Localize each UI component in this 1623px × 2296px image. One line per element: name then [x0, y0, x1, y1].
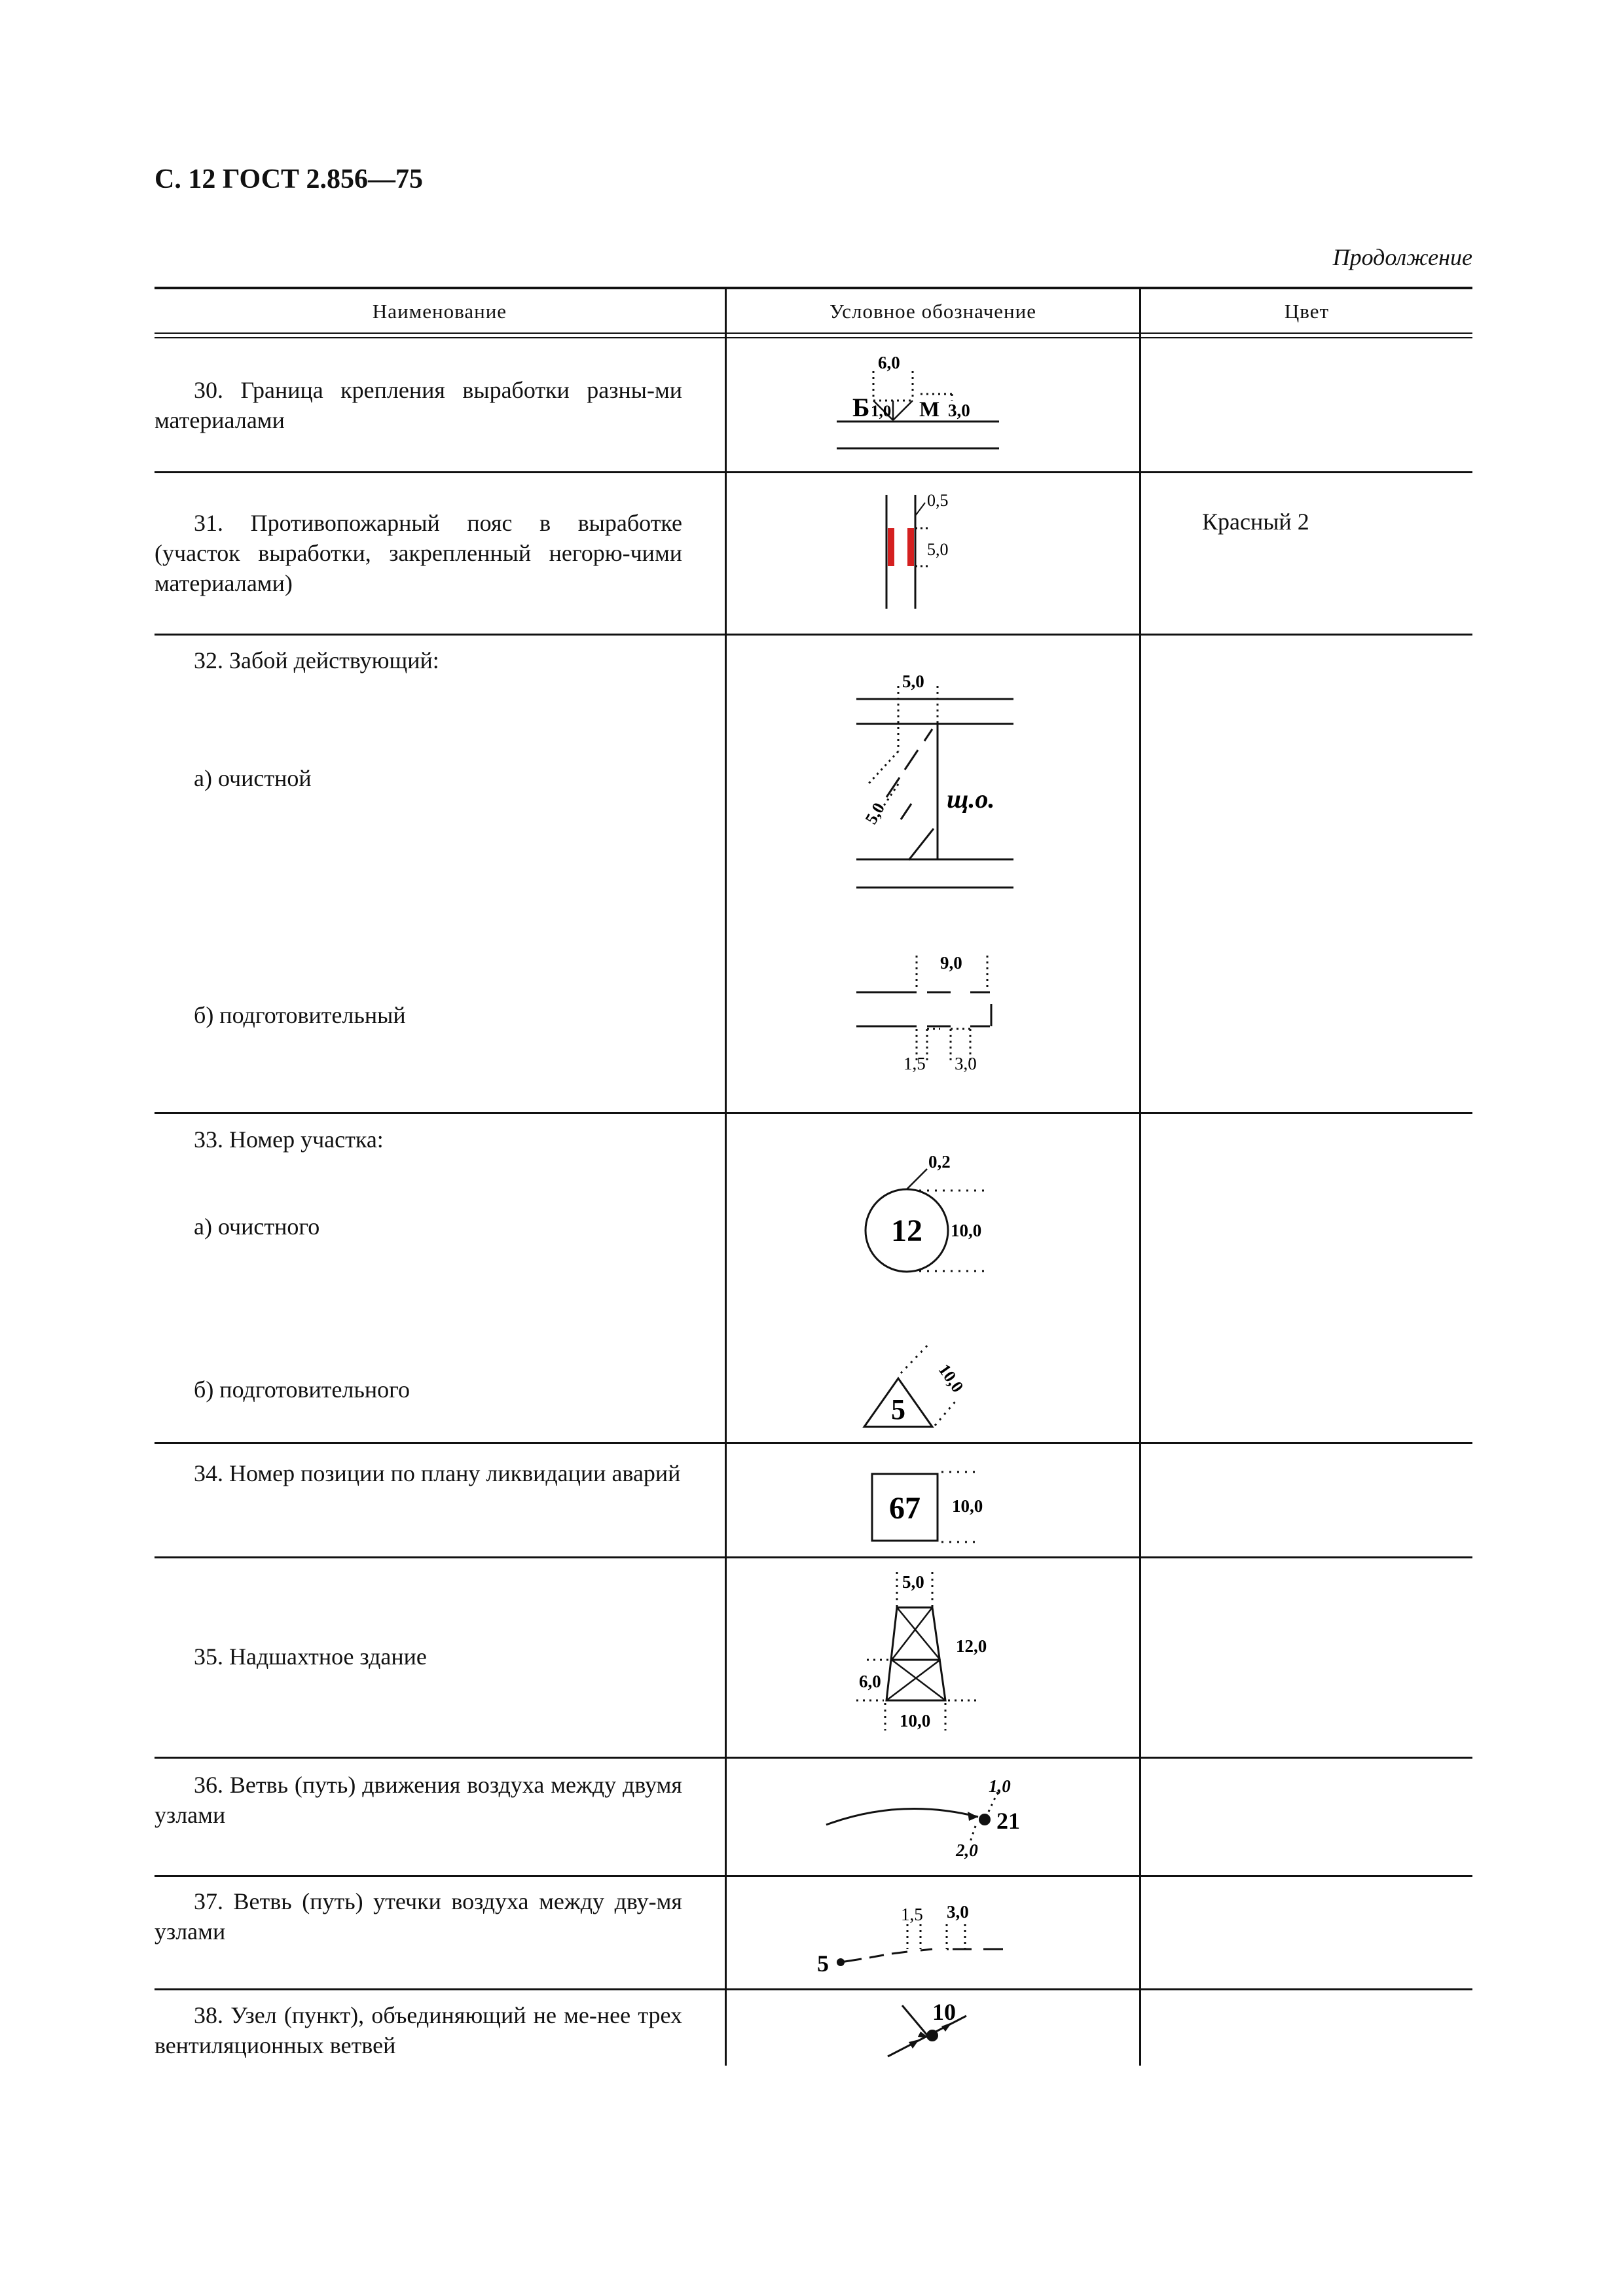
row-separator [155, 634, 1472, 636]
svg-text:0,2: 0,2 [928, 1152, 951, 1172]
svg-text:21: 21 [996, 1808, 1020, 1834]
svg-text:5: 5 [817, 1950, 829, 1977]
svg-text:3,0: 3,0 [947, 1902, 969, 1922]
svg-text:67: 67 [889, 1491, 921, 1526]
row-36-name: 36. Ветвь (путь) движения воздуха между двумя узлами [155, 1772, 682, 1828]
row-30-name: 30. Граница крепления выработки разны-ми материалами [155, 377, 682, 433]
svg-text:12: 12 [891, 1213, 922, 1248]
svg-text:10,0: 10,0 [934, 1360, 968, 1396]
svg-text:1,5: 1,5 [903, 1054, 926, 1073]
row-33-name: 33. Номер участка: [194, 1126, 384, 1153]
header-rule [155, 332, 1472, 334]
header-rule [155, 337, 1472, 338]
svg-text:6,0: 6,0 [859, 1672, 881, 1691]
row-33a-label: а) очистного [194, 1213, 320, 1240]
page-header: С. 12 ГОСТ 2.856—75 [155, 164, 424, 194]
svg-text:5,0: 5,0 [927, 540, 949, 559]
row-37-symbol [816, 1885, 1038, 1990]
row-36-symbol [822, 1766, 1038, 1871]
row-separator [155, 1112, 1472, 1114]
row-38-name: 38. Узел (пункт), объединяющий не ме-нее трех вентиляционных ветвей [155, 2002, 682, 2058]
svg-text:5: 5 [891, 1393, 905, 1426]
svg-text:щ.о.: щ.о. [947, 784, 995, 814]
row-33a-symbol [862, 1144, 1032, 1275]
row-32a-label: а) очистной [194, 765, 312, 791]
row-separator [155, 1442, 1472, 1444]
continuation-label: Продолжение [1332, 244, 1472, 270]
column-header-color: Цвет [1284, 300, 1330, 323]
row-32a-symbol [835, 666, 1032, 863]
row-33b-label: б) подготовительного [194, 1376, 410, 1403]
row-38-symbol [881, 1994, 1012, 2066]
row-32b-label: б) подготовительный [194, 1002, 406, 1028]
svg-text:10,0: 10,0 [900, 1711, 931, 1731]
svg-text:Б: Б [852, 393, 870, 422]
row-separator [155, 471, 1472, 473]
svg-text:12,0: 12,0 [956, 1636, 987, 1656]
svg-text:9,0: 9,0 [940, 953, 962, 973]
svg-text:1,0: 1,0 [989, 1776, 1011, 1796]
svg-text:0,5: 0,5 [927, 491, 949, 510]
row-34-name: 34. Номер позиции по плану ликвидации аварий [194, 1460, 681, 1486]
row-30-symbol [835, 351, 1032, 469]
row-separator [155, 1875, 1472, 1877]
row-32-name: 32. Забой действующий: [194, 647, 439, 673]
row-35-name: 35. Надшахтное здание [194, 1643, 427, 1670]
svg-text:3,0: 3,0 [948, 401, 970, 420]
row-31-symbol [868, 483, 999, 640]
symbols-table [155, 287, 1472, 2066]
svg-text:3,0: 3,0 [955, 1054, 977, 1073]
row-32b-symbol [835, 948, 1032, 1079]
row-separator [155, 1556, 1472, 1558]
svg-text:5,0: 5,0 [861, 799, 889, 828]
row-35-symbol [848, 1570, 1045, 1740]
column-separator [1139, 287, 1141, 2066]
row-34-symbol [868, 1457, 1025, 1555]
row-33b-symbol [862, 1314, 1032, 1445]
svg-text:10: 10 [932, 1999, 956, 2025]
svg-text:5,0: 5,0 [902, 1572, 924, 1592]
row-separator [155, 1757, 1472, 1759]
row-31-name: 31. Противопожарный пояс в выработке (участок выработки, закрепленный негорю-чими материалами) [155, 510, 682, 596]
svg-text:М: М [919, 398, 940, 422]
column-header-symbol: Условное обозначение [830, 300, 1036, 323]
column-separator [725, 287, 727, 2066]
svg-text:5,0: 5,0 [902, 672, 924, 691]
row-37-name: 37. Ветвь (путь) утечки воздуха между дву-мя узлами [155, 1888, 682, 1945]
svg-text:1,0: 1,0 [871, 403, 892, 420]
row-separator [155, 1988, 1472, 1990]
svg-text:1,5: 1,5 [901, 1905, 923, 1924]
svg-text:10,0: 10,0 [951, 1221, 982, 1240]
table-top-border [155, 287, 1472, 289]
svg-text:10,0: 10,0 [952, 1496, 983, 1516]
row-31-color: Красный 2 [1202, 509, 1309, 535]
column-header-name: Наименование [372, 300, 507, 323]
svg-text:2,0: 2,0 [956, 1840, 978, 1860]
svg-text:6,0: 6,0 [878, 353, 900, 372]
